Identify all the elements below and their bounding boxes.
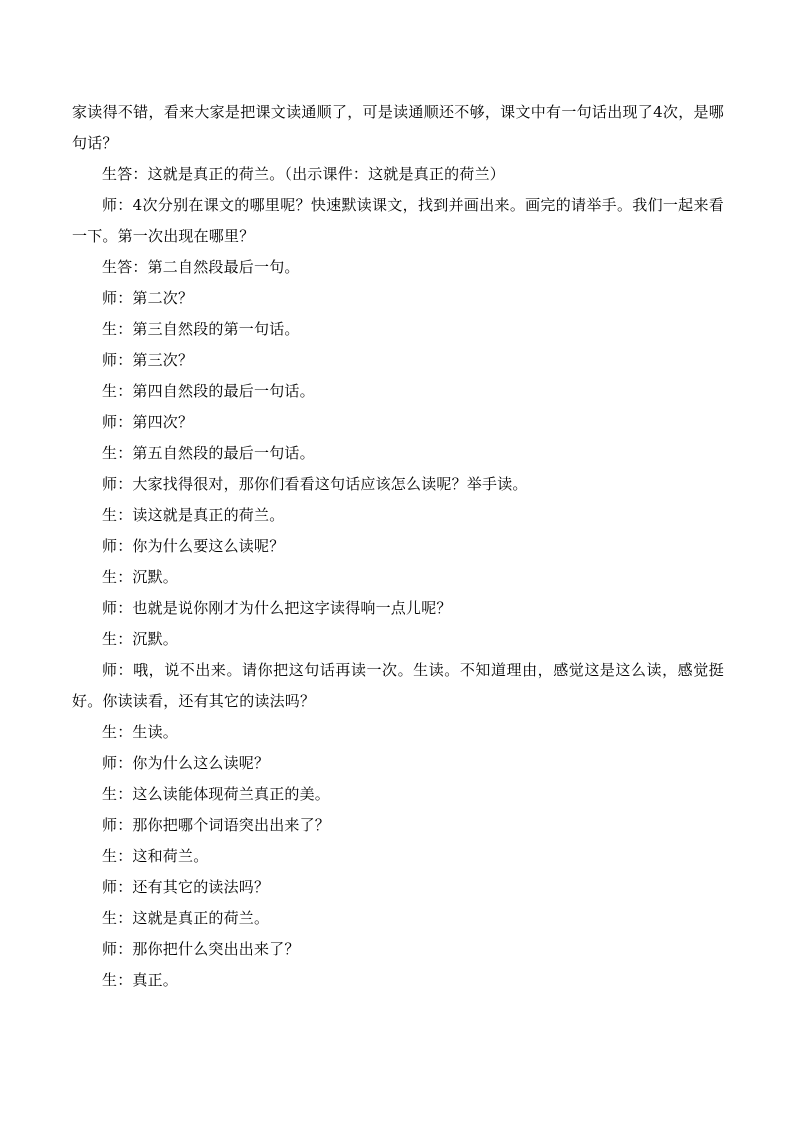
paragraph-22: 生：这和荷兰。 — [102, 847, 209, 865]
paragraph-14: 生：沉默。 — [102, 568, 179, 586]
paragraph-16: 生：沉默。 — [102, 630, 179, 648]
paragraph-12: 生：读这就是真正的荷兰。 — [102, 506, 285, 524]
paragraph-7: 师：第三次？ — [102, 351, 194, 369]
paragraph-1: 家读得不错，看来大家是把课文读通顺了，可是读通顺还不够，课文中有一句话出现了4次，是哪句话？ — [72, 103, 724, 152]
paragraph-17: 师：哦，说不出来。请你把这句话再读一次。生读。不知道理由，感觉这是这么读，感觉挺好。你读读看，还有其它的读法吗？ — [72, 661, 724, 710]
paragraph-10: 生：第五自然段的最后一句话。 — [102, 444, 315, 462]
paragraph-20: 生：这么读能体现荷兰真正的美。 — [102, 785, 331, 803]
paragraph-8: 生：第四自然段的最后一句话。 — [102, 382, 315, 400]
paragraph-24: 生：这就是真正的荷兰。 — [102, 909, 270, 927]
paragraph-23: 师：还有其它的读法吗？ — [102, 878, 270, 896]
paragraph-9: 师：第四次？ — [102, 413, 194, 431]
paragraph-13: 师：你为什么要这么读呢？ — [102, 537, 285, 555]
paragraph-2: 生答：这就是真正的荷兰。（出示课件：这就是真正的荷兰） — [102, 165, 505, 183]
paragraph-3: 师：4次分别在课文的哪里呢？快速默读课文，找到并画出来。画完的请举手。我们一起来看一下。第一次出现在哪里？ — [72, 196, 724, 245]
paragraph-15: 师：也就是说你刚才为什么把这字读得响一点儿呢？ — [102, 599, 452, 617]
paragraph-11: 师：大家找得很对，那你们看看这句话应该怎么读呢？举手读。 — [102, 475, 528, 493]
paragraph-4: 生答：第二自然段最后一句。 — [102, 258, 300, 276]
paragraph-6: 生：第三自然段的第一句话。 — [102, 320, 300, 338]
paragraph-25: 师：那你把什么突出出来了？ — [102, 940, 300, 958]
document-body — [72, 97, 724, 996]
paragraph-26: 生：真正。 — [102, 971, 179, 989]
paragraph-18: 生：生读。 — [102, 723, 179, 741]
paragraph-21: 师：那你把哪个词语突出出来了？ — [102, 816, 331, 834]
paragraph-19: 师：你为什么这么读呢？ — [102, 754, 270, 772]
paragraph-5: 师：第二次？ — [102, 289, 194, 307]
